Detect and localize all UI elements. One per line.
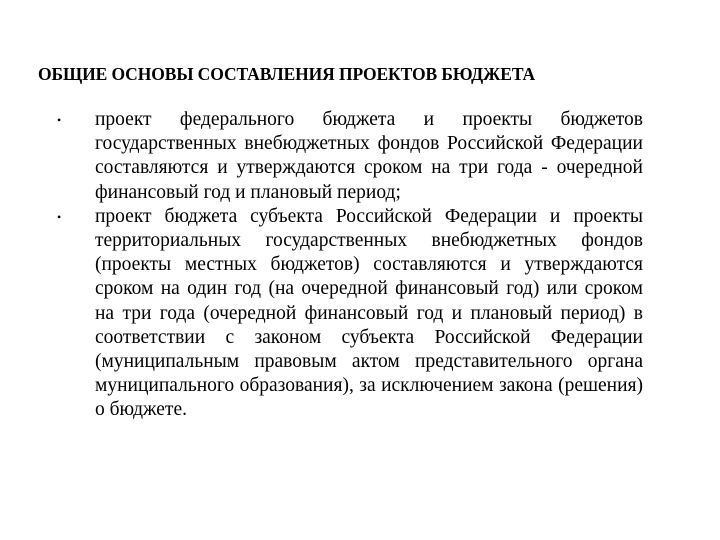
list-item-text: проект бюджета субъекта Российской Федерации и проекты территориальных государственных внебюджетных фондов (проекты местных бюджетов) составляются и утверждаются сроком на один год (на очередной финансовый год) или сроком на три года (очередной финансовый год и плановый период) в соответствии с законом субъекта Российской Федерации (муниципальным правовым актом представительного органа муниципального образования), за исключением закона (решения) о бюджете. — [95, 205, 643, 421]
list-item — [57, 205, 643, 423]
slide-title: ОБЩИЕ ОСНОВЫ СОСТАВЛЕНИЯ ПРОЕКТОВ БЮДЖЕТА — [38, 64, 536, 84]
bullet-list — [57, 108, 643, 423]
list-item — [57, 108, 643, 205]
bullet-icon: • — [57, 113, 62, 127]
list-item-text: проект федерального бюджета и проекты бюджетов государственных внебюджетных фондов Российской Федерации составляются и утверждаются сроком на три года - очередной финансовый год и плановый период; — [95, 109, 643, 203]
bullet-icon: • — [57, 209, 62, 224]
